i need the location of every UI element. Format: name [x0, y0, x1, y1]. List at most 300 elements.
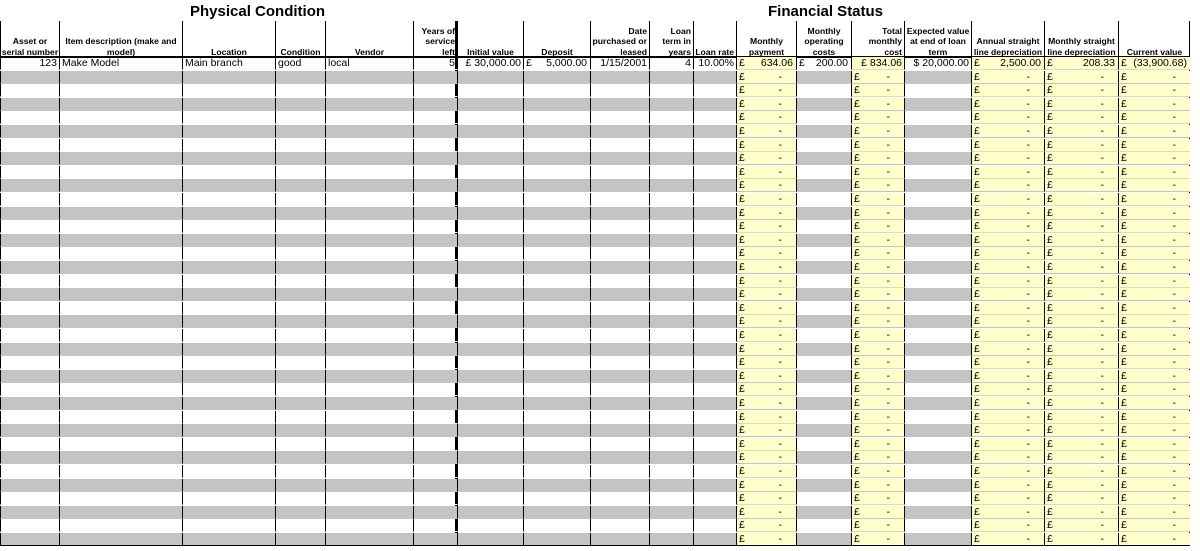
initial-value-cell[interactable]	[457, 465, 523, 478]
term-cell[interactable]	[649, 84, 693, 97]
payment-cell[interactable]: £ -	[736, 519, 796, 532]
initial-value-cell[interactable]	[457, 302, 523, 315]
monthly-dep-cell[interactable]: £ -	[1044, 397, 1118, 410]
monthly-dep-cell[interactable]: £ -	[1044, 315, 1118, 328]
total-cell[interactable]: £ 834.06	[851, 57, 904, 70]
location-cell[interactable]	[182, 220, 275, 233]
rate-cell[interactable]	[693, 370, 736, 383]
current-value-cell[interactable]: £ -	[1118, 343, 1190, 356]
monthly-dep-cell[interactable]: £ -	[1044, 533, 1118, 546]
description-cell[interactable]	[59, 207, 182, 220]
operating-cell[interactable]	[796, 302, 851, 315]
payment-cell[interactable]: £ -	[736, 479, 796, 492]
expected-cell[interactable]	[904, 329, 971, 342]
rate-cell[interactable]	[693, 356, 736, 369]
asset-cell[interactable]	[0, 383, 59, 396]
rate-cell[interactable]	[693, 451, 736, 464]
location-cell[interactable]	[182, 84, 275, 97]
asset-cell[interactable]	[0, 98, 59, 111]
payment-cell[interactable]: £ -	[736, 329, 796, 342]
years-cell[interactable]	[413, 98, 457, 111]
rate-cell[interactable]	[693, 343, 736, 356]
total-cell[interactable]: £ -	[851, 424, 904, 437]
location-cell[interactable]	[182, 329, 275, 342]
total-cell[interactable]: £ -	[851, 411, 904, 424]
total-cell[interactable]: £ -	[851, 111, 904, 124]
description-cell[interactable]	[59, 438, 182, 451]
payment-cell[interactable]: £ -	[736, 424, 796, 437]
location-cell[interactable]: Main branch	[182, 57, 275, 70]
vendor-cell[interactable]	[325, 247, 413, 260]
annual-dep-cell[interactable]: £ -	[971, 397, 1044, 410]
rate-cell[interactable]	[693, 411, 736, 424]
annual-dep-cell[interactable]: £ 2,500.00	[971, 57, 1044, 70]
monthly-dep-cell[interactable]: £ -	[1044, 438, 1118, 451]
date-cell[interactable]: 1/15/2001	[590, 57, 649, 70]
condition-cell[interactable]	[275, 152, 325, 165]
payment-cell[interactable]: £ -	[736, 98, 796, 111]
header-monthly-dep[interactable]: Monthly straight line depreciation	[1044, 21, 1118, 57]
description-cell[interactable]	[59, 234, 182, 247]
description-cell[interactable]	[59, 152, 182, 165]
deposit-cell[interactable]	[523, 207, 590, 220]
rate-cell[interactable]	[693, 71, 736, 84]
asset-cell[interactable]: 123	[0, 57, 59, 70]
condition-cell[interactable]	[275, 424, 325, 437]
date-cell[interactable]	[590, 261, 649, 274]
initial-value-cell[interactable]	[457, 492, 523, 505]
rate-cell[interactable]	[693, 506, 736, 519]
expected-cell[interactable]	[904, 111, 971, 124]
asset-cell[interactable]	[0, 329, 59, 342]
location-cell[interactable]	[182, 411, 275, 424]
date-cell[interactable]	[590, 329, 649, 342]
term-cell[interactable]	[649, 479, 693, 492]
annual-dep-cell[interactable]: £ -	[971, 302, 1044, 315]
expected-cell[interactable]	[904, 356, 971, 369]
vendor-cell[interactable]	[325, 343, 413, 356]
expected-cell[interactable]: $ 20,000.00	[904, 57, 971, 70]
date-cell[interactable]	[590, 275, 649, 288]
annual-dep-cell[interactable]: £ -	[971, 193, 1044, 206]
operating-cell[interactable]	[796, 479, 851, 492]
years-cell[interactable]	[413, 288, 457, 301]
term-cell[interactable]	[649, 356, 693, 369]
term-cell[interactable]	[649, 125, 693, 138]
location-cell[interactable]	[182, 111, 275, 124]
vendor-cell[interactable]	[325, 465, 413, 478]
condition-cell[interactable]	[275, 411, 325, 424]
condition-cell[interactable]: good	[275, 57, 325, 70]
date-cell[interactable]	[590, 383, 649, 396]
condition-cell[interactable]	[275, 519, 325, 532]
location-cell[interactable]	[182, 302, 275, 315]
operating-cell[interactable]	[796, 438, 851, 451]
payment-cell[interactable]: £ -	[736, 220, 796, 233]
rate-cell[interactable]	[693, 220, 736, 233]
description-cell[interactable]	[59, 166, 182, 179]
years-cell[interactable]	[413, 125, 457, 138]
initial-value-cell[interactable]: £ 30,000.00	[457, 57, 523, 70]
monthly-dep-cell[interactable]: £ -	[1044, 179, 1118, 192]
term-cell[interactable]	[649, 261, 693, 274]
operating-cell[interactable]	[796, 329, 851, 342]
total-cell[interactable]: £ -	[851, 329, 904, 342]
initial-value-cell[interactable]	[457, 343, 523, 356]
operating-cell[interactable]	[796, 383, 851, 396]
description-cell[interactable]	[59, 479, 182, 492]
asset-cell[interactable]	[0, 125, 59, 138]
operating-cell[interactable]	[796, 220, 851, 233]
header-condition[interactable]: Condition	[275, 21, 325, 57]
total-cell[interactable]: £ -	[851, 343, 904, 356]
annual-dep-cell[interactable]: £ -	[971, 288, 1044, 301]
monthly-dep-cell[interactable]: £ 208.33	[1044, 57, 1118, 70]
current-value-cell[interactable]: £ -	[1118, 125, 1190, 138]
deposit-cell[interactable]	[523, 519, 590, 532]
condition-cell[interactable]	[275, 111, 325, 124]
total-cell[interactable]: £ -	[851, 519, 904, 532]
description-cell[interactable]	[59, 424, 182, 437]
date-cell[interactable]	[590, 139, 649, 152]
current-value-cell[interactable]: £ -	[1118, 261, 1190, 274]
description-cell[interactable]	[59, 329, 182, 342]
initial-value-cell[interactable]	[457, 519, 523, 532]
rate-cell[interactable]	[693, 383, 736, 396]
deposit-cell[interactable]: £ 5,000.00	[523, 57, 590, 70]
total-cell[interactable]: £ -	[851, 275, 904, 288]
asset-cell[interactable]	[0, 519, 59, 532]
deposit-cell[interactable]	[523, 152, 590, 165]
description-cell[interactable]	[59, 139, 182, 152]
location-cell[interactable]	[182, 125, 275, 138]
deposit-cell[interactable]	[523, 438, 590, 451]
operating-cell[interactable]	[796, 139, 851, 152]
expected-cell[interactable]	[904, 261, 971, 274]
vendor-cell[interactable]	[325, 438, 413, 451]
current-value-cell[interactable]: £ -	[1118, 519, 1190, 532]
vendor-cell[interactable]	[325, 84, 413, 97]
total-cell[interactable]: £ -	[851, 71, 904, 84]
years-cell[interactable]	[413, 302, 457, 315]
term-cell[interactable]	[649, 370, 693, 383]
vendor-cell[interactable]	[325, 479, 413, 492]
total-cell[interactable]: £ -	[851, 84, 904, 97]
vendor-cell[interactable]	[325, 152, 413, 165]
location-cell[interactable]	[182, 465, 275, 478]
monthly-dep-cell[interactable]: £ -	[1044, 492, 1118, 505]
years-cell[interactable]	[413, 179, 457, 192]
monthly-dep-cell[interactable]: £ -	[1044, 465, 1118, 478]
location-cell[interactable]	[182, 288, 275, 301]
description-cell[interactable]	[59, 98, 182, 111]
initial-value-cell[interactable]	[457, 411, 523, 424]
asset-cell[interactable]	[0, 343, 59, 356]
vendor-cell[interactable]	[325, 370, 413, 383]
location-cell[interactable]	[182, 179, 275, 192]
years-cell[interactable]	[413, 479, 457, 492]
operating-cell[interactable]	[796, 506, 851, 519]
monthly-dep-cell[interactable]: £ -	[1044, 261, 1118, 274]
term-cell[interactable]	[649, 451, 693, 464]
payment-cell[interactable]: £ -	[736, 166, 796, 179]
location-cell[interactable]	[182, 506, 275, 519]
description-cell[interactable]	[59, 71, 182, 84]
years-cell[interactable]	[413, 356, 457, 369]
deposit-cell[interactable]	[523, 111, 590, 124]
operating-cell[interactable]	[796, 125, 851, 138]
years-cell[interactable]	[413, 166, 457, 179]
operating-cell[interactable]: £ 200.00	[796, 57, 851, 70]
current-value-cell[interactable]: £ -	[1118, 193, 1190, 206]
annual-dep-cell[interactable]: £ -	[971, 411, 1044, 424]
initial-value-cell[interactable]	[457, 275, 523, 288]
rate-cell[interactable]	[693, 207, 736, 220]
description-cell[interactable]	[59, 220, 182, 233]
location-cell[interactable]	[182, 152, 275, 165]
term-cell[interactable]	[649, 397, 693, 410]
current-value-cell[interactable]: £ -	[1118, 451, 1190, 464]
term-cell[interactable]	[649, 166, 693, 179]
deposit-cell[interactable]	[523, 247, 590, 260]
date-cell[interactable]	[590, 438, 649, 451]
condition-cell[interactable]	[275, 438, 325, 451]
initial-value-cell[interactable]	[457, 370, 523, 383]
annual-dep-cell[interactable]: £ -	[971, 356, 1044, 369]
years-cell[interactable]	[413, 506, 457, 519]
expected-cell[interactable]	[904, 411, 971, 424]
operating-cell[interactable]	[796, 179, 851, 192]
term-cell[interactable]	[649, 411, 693, 424]
asset-cell[interactable]	[0, 179, 59, 192]
years-cell[interactable]	[413, 343, 457, 356]
annual-dep-cell[interactable]: £ -	[971, 275, 1044, 288]
monthly-dep-cell[interactable]: £ -	[1044, 519, 1118, 532]
years-cell[interactable]	[413, 84, 457, 97]
monthly-dep-cell[interactable]: £ -	[1044, 370, 1118, 383]
annual-dep-cell[interactable]: £ -	[971, 220, 1044, 233]
years-cell[interactable]	[413, 139, 457, 152]
current-value-cell[interactable]: £ -	[1118, 220, 1190, 233]
years-cell[interactable]	[413, 329, 457, 342]
header-operating[interactable]: Monthly operating costs	[796, 21, 851, 57]
total-cell[interactable]: £ -	[851, 98, 904, 111]
years-cell[interactable]	[413, 234, 457, 247]
initial-value-cell[interactable]	[457, 207, 523, 220]
payment-cell[interactable]: £ -	[736, 234, 796, 247]
description-cell[interactable]	[59, 519, 182, 532]
vendor-cell[interactable]	[325, 275, 413, 288]
total-cell[interactable]: £ -	[851, 506, 904, 519]
location-cell[interactable]	[182, 71, 275, 84]
initial-value-cell[interactable]	[457, 98, 523, 111]
location-cell[interactable]	[182, 166, 275, 179]
rate-cell[interactable]	[693, 84, 736, 97]
deposit-cell[interactable]	[523, 451, 590, 464]
term-cell[interactable]	[649, 465, 693, 478]
current-value-cell[interactable]: £ -	[1118, 329, 1190, 342]
vendor-cell[interactable]	[325, 424, 413, 437]
expected-cell[interactable]	[904, 315, 971, 328]
deposit-cell[interactable]	[523, 424, 590, 437]
current-value-cell[interactable]: £ -	[1118, 179, 1190, 192]
monthly-dep-cell[interactable]: £ -	[1044, 220, 1118, 233]
expected-cell[interactable]	[904, 438, 971, 451]
deposit-cell[interactable]	[523, 411, 590, 424]
deposit-cell[interactable]	[523, 125, 590, 138]
expected-cell[interactable]	[904, 193, 971, 206]
date-cell[interactable]	[590, 424, 649, 437]
deposit-cell[interactable]	[523, 84, 590, 97]
deposit-cell[interactable]	[523, 288, 590, 301]
location-cell[interactable]	[182, 356, 275, 369]
rate-cell[interactable]: 10.00%	[693, 57, 736, 70]
total-cell[interactable]: £ -	[851, 356, 904, 369]
expected-cell[interactable]	[904, 179, 971, 192]
date-cell[interactable]	[590, 506, 649, 519]
monthly-dep-cell[interactable]: £ -	[1044, 247, 1118, 260]
deposit-cell[interactable]	[523, 315, 590, 328]
payment-cell[interactable]: £ -	[736, 207, 796, 220]
years-cell[interactable]	[413, 193, 457, 206]
location-cell[interactable]	[182, 451, 275, 464]
monthly-dep-cell[interactable]: £ -	[1044, 302, 1118, 315]
operating-cell[interactable]	[796, 315, 851, 328]
description-cell[interactable]	[59, 315, 182, 328]
annual-dep-cell[interactable]: £ -	[971, 139, 1044, 152]
location-cell[interactable]	[182, 424, 275, 437]
term-cell[interactable]	[649, 207, 693, 220]
operating-cell[interactable]	[796, 343, 851, 356]
total-cell[interactable]: £ -	[851, 492, 904, 505]
vendor-cell[interactable]	[325, 139, 413, 152]
annual-dep-cell[interactable]: £ -	[971, 465, 1044, 478]
payment-cell[interactable]: £ -	[736, 111, 796, 124]
header-date[interactable]: Date purchased or leased	[590, 21, 649, 57]
condition-cell[interactable]	[275, 207, 325, 220]
years-cell[interactable]	[413, 519, 457, 532]
term-cell[interactable]	[649, 302, 693, 315]
asset-cell[interactable]	[0, 152, 59, 165]
location-cell[interactable]	[182, 479, 275, 492]
annual-dep-cell[interactable]: £ -	[971, 111, 1044, 124]
payment-cell[interactable]: £ -	[736, 397, 796, 410]
term-cell[interactable]	[649, 519, 693, 532]
total-cell[interactable]: £ -	[851, 261, 904, 274]
initial-value-cell[interactable]	[457, 397, 523, 410]
vendor-cell[interactable]	[325, 98, 413, 111]
deposit-cell[interactable]	[523, 506, 590, 519]
term-cell[interactable]	[649, 247, 693, 260]
operating-cell[interactable]	[796, 519, 851, 532]
rate-cell[interactable]	[693, 98, 736, 111]
condition-cell[interactable]	[275, 247, 325, 260]
initial-value-cell[interactable]	[457, 247, 523, 260]
expected-cell[interactable]	[904, 506, 971, 519]
annual-dep-cell[interactable]: £ -	[971, 370, 1044, 383]
initial-value-cell[interactable]	[457, 506, 523, 519]
operating-cell[interactable]	[796, 411, 851, 424]
rate-cell[interactable]	[693, 302, 736, 315]
payment-cell[interactable]: £ -	[736, 125, 796, 138]
condition-cell[interactable]	[275, 220, 325, 233]
asset-cell[interactable]	[0, 315, 59, 328]
payment-cell[interactable]: £ -	[736, 275, 796, 288]
current-value-cell[interactable]: £ -	[1118, 479, 1190, 492]
condition-cell[interactable]	[275, 383, 325, 396]
asset-cell[interactable]	[0, 139, 59, 152]
rate-cell[interactable]	[693, 247, 736, 260]
asset-cell[interactable]	[0, 397, 59, 410]
header-years[interactable]: Years of service left	[413, 21, 457, 57]
expected-cell[interactable]	[904, 71, 971, 84]
location-cell[interactable]	[182, 139, 275, 152]
vendor-cell[interactable]	[325, 111, 413, 124]
date-cell[interactable]	[590, 315, 649, 328]
term-cell[interactable]	[649, 383, 693, 396]
description-cell[interactable]	[59, 261, 182, 274]
date-cell[interactable]	[590, 288, 649, 301]
payment-cell[interactable]: £ -	[736, 152, 796, 165]
deposit-cell[interactable]	[523, 329, 590, 342]
monthly-dep-cell[interactable]: £ -	[1044, 275, 1118, 288]
asset-cell[interactable]	[0, 411, 59, 424]
vendor-cell[interactable]	[325, 451, 413, 464]
date-cell[interactable]	[590, 451, 649, 464]
monthly-dep-cell[interactable]: £ -	[1044, 207, 1118, 220]
initial-value-cell[interactable]	[457, 166, 523, 179]
payment-cell[interactable]: £ -	[736, 506, 796, 519]
header-rate[interactable]: Loan rate	[693, 21, 736, 57]
condition-cell[interactable]	[275, 356, 325, 369]
years-cell[interactable]	[413, 438, 457, 451]
condition-cell[interactable]	[275, 479, 325, 492]
annual-dep-cell[interactable]: £ -	[971, 315, 1044, 328]
date-cell[interactable]	[590, 84, 649, 97]
deposit-cell[interactable]	[523, 397, 590, 410]
payment-cell[interactable]: £ -	[736, 302, 796, 315]
expected-cell[interactable]	[904, 207, 971, 220]
date-cell[interactable]	[590, 152, 649, 165]
asset-cell[interactable]	[0, 193, 59, 206]
annual-dep-cell[interactable]: £ -	[971, 261, 1044, 274]
header-current[interactable]: Current value	[1118, 21, 1190, 57]
rate-cell[interactable]	[693, 193, 736, 206]
condition-cell[interactable]	[275, 125, 325, 138]
header-annual-dep[interactable]: Annual straight line depreciation	[971, 21, 1044, 57]
term-cell[interactable]	[649, 424, 693, 437]
location-cell[interactable]	[182, 247, 275, 260]
condition-cell[interactable]	[275, 288, 325, 301]
date-cell[interactable]	[590, 179, 649, 192]
expected-cell[interactable]	[904, 84, 971, 97]
current-value-cell[interactable]: £ -	[1118, 166, 1190, 179]
asset-cell[interactable]	[0, 424, 59, 437]
initial-value-cell[interactable]	[457, 329, 523, 342]
annual-dep-cell[interactable]: £ -	[971, 343, 1044, 356]
deposit-cell[interactable]	[523, 343, 590, 356]
current-value-cell[interactable]: £ -	[1118, 411, 1190, 424]
description-cell[interactable]	[59, 492, 182, 505]
initial-value-cell[interactable]	[457, 383, 523, 396]
term-cell[interactable]	[649, 288, 693, 301]
rate-cell[interactable]	[693, 152, 736, 165]
current-value-cell[interactable]: £ -	[1118, 506, 1190, 519]
years-cell[interactable]	[413, 207, 457, 220]
current-value-cell[interactable]: £ -	[1118, 152, 1190, 165]
total-cell[interactable]: £ -	[851, 383, 904, 396]
location-cell[interactable]	[182, 98, 275, 111]
